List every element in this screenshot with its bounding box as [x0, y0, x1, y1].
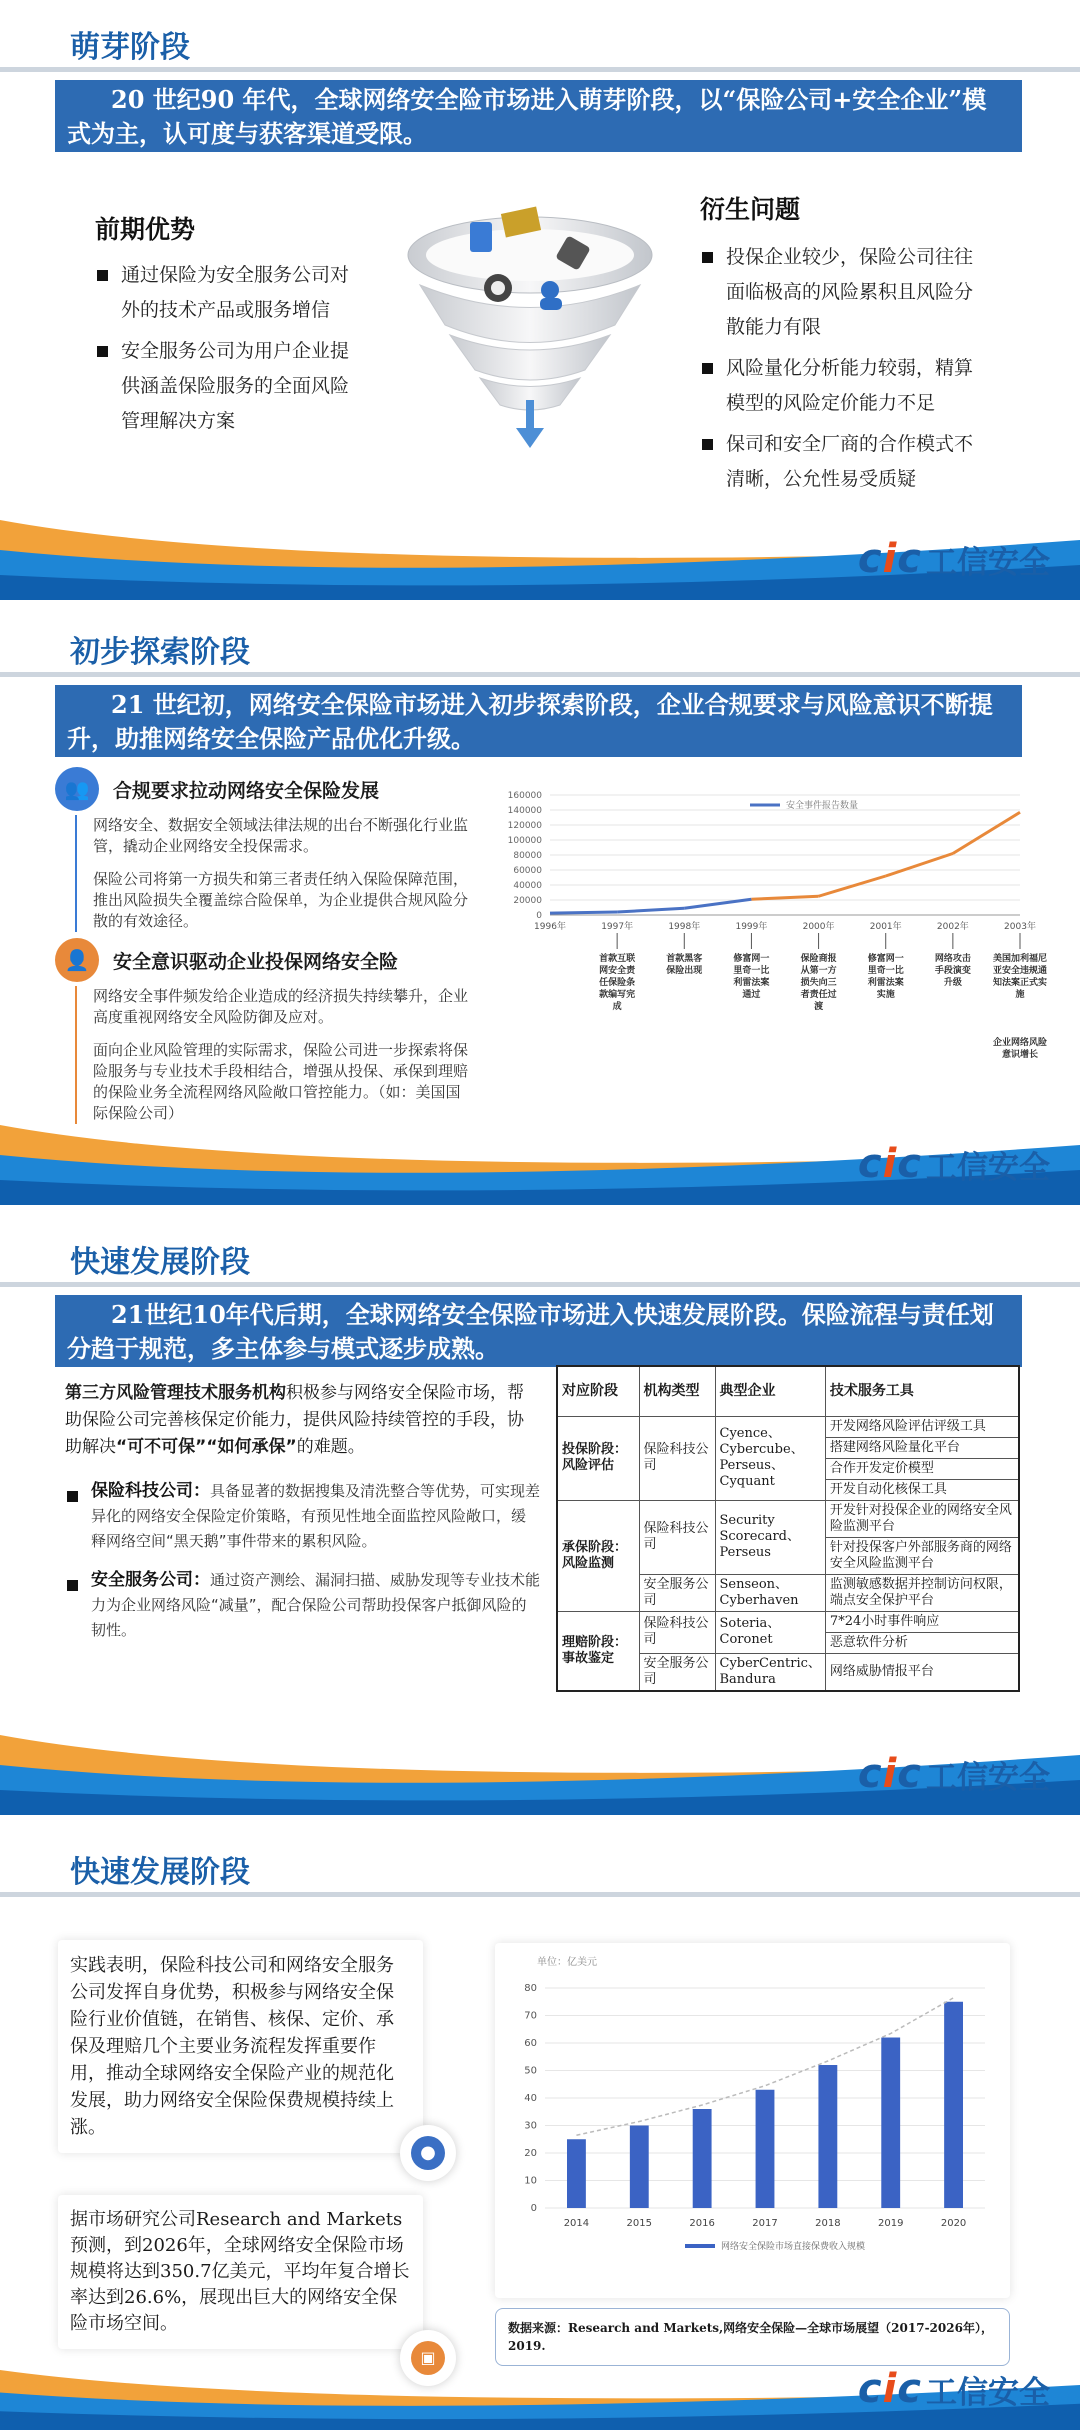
series-segment — [550, 912, 617, 913]
bar — [818, 2065, 837, 2208]
section2-heading: 安全意识驱动企业投保网络安全险 — [113, 950, 399, 973]
intro-text: 积极参与网络安全保险市场，帮助保险公司完善核保定价能力，提供风险持续管控的手段，协助解决 — [65, 1383, 524, 1457]
y-tick-label: 80000 — [513, 851, 542, 861]
header-cell: 对应阶段 — [557, 1366, 639, 1416]
timeline-note: 首款互联 — [599, 954, 636, 964]
x-tick-label: 2002年 — [936, 922, 969, 932]
section2-p1: 网络安全事件频发给企业造成的经济损失持续攀升，企业高度重视网络安全风险防御及应对。 — [93, 987, 469, 1026]
forecast-card — [58, 2195, 423, 2349]
timeline-note: 渡 — [814, 1002, 824, 1012]
timeline-note: 知法案正式实 — [992, 978, 1048, 988]
role-text: 具备显著的数据搜集及清洗整合等优势，可实现差异化的网络安全保险定价策略，有预见性地全面监控风险敞口，缓释网络空间“黑天鹅”事件带来的累积风险。 — [91, 1482, 541, 1550]
timeline-note: 利雷法案 — [867, 978, 904, 988]
role-label: 保险科技公司： — [91, 1481, 210, 1501]
bar-chart-card — [495, 1943, 1010, 2298]
type-cell: 保险科技公司 — [639, 1416, 715, 1500]
x-tick-label: 2016 — [689, 2218, 715, 2229]
timeline-note: 利雷法案 — [733, 978, 770, 988]
slide-exploration — [0, 605, 1080, 1205]
section1-body — [75, 815, 475, 932]
firm-cell: Security Scorecard、Perseus — [715, 1500, 825, 1574]
y-tick-label: 60000 — [513, 866, 542, 876]
table-header-row — [557, 1366, 1019, 1416]
clipboard-icon — [470, 222, 492, 252]
right-heading: 衍生问题 — [700, 195, 801, 224]
stage-cell: 投保阶段：风险评估 — [557, 1416, 639, 1500]
left-list — [95, 258, 365, 439]
firm-cell: CyberCentric、Bandura — [715, 1653, 825, 1691]
bar — [756, 2090, 775, 2208]
left-panel — [95, 210, 365, 439]
brand-logo — [858, 1751, 1050, 1797]
y-tick-label: 140000 — [507, 806, 542, 816]
stage-cell: 承保阶段：风险监测 — [557, 1500, 639, 1611]
timeline-note: 首款黑客 — [666, 954, 703, 964]
tool-cell: 开发网络风险评估评级工具 — [825, 1416, 1019, 1437]
series-segment — [953, 812, 1020, 853]
firm-cell: Cyence、Cybercube、Perseus、Cyquant — [715, 1416, 825, 1500]
bar — [881, 2038, 900, 2209]
banner-text: 21世纪10年代后期，全球网络安全保险市场进入快速发展阶段。保险流程与责任划分趋于规范，多主体参与模式逐步成熟。 — [55, 1295, 1022, 1367]
x-tick-label: 1997年 — [601, 922, 634, 932]
section2-p2: 面向企业风险管理的实际需求，保险公司进一步探索将保险服务与专业技术手段相结合，增强从投保、承保到理赔的保险业务全流程网络风险敞口管控能力。（如：美国国际保险公司） — [93, 1041, 469, 1122]
timeline-note: 保险商报 — [800, 954, 837, 964]
series-segment — [617, 908, 684, 912]
slide-sprouting — [0, 0, 1080, 600]
y-tick-label: 70 — [524, 2010, 537, 2022]
logo-name: 工信安全 — [926, 2374, 1050, 2411]
timeline-note: 美国加利福尼 — [992, 954, 1048, 964]
slide-market-growth — [0, 1825, 1080, 2430]
timeline-note: 修富网一 — [867, 954, 904, 964]
people-icon: 👥 — [55, 767, 99, 811]
y-tick-label: 40 — [524, 2093, 537, 2104]
y-tick-label: 20 — [524, 2148, 537, 2159]
timeline-note: 网络攻击 — [934, 954, 971, 964]
y-tick-label: 40000 — [513, 881, 542, 891]
person-icon: 👤 — [55, 938, 99, 982]
divider — [0, 1892, 1080, 1897]
y-tick-label: 50 — [524, 2065, 537, 2077]
y-tick-label: 120000 — [507, 821, 542, 831]
source-note: 数据来源：Research and Markets,网络安全保险—全球市场展望（2017-2026年），2019. — [495, 2308, 1010, 2366]
slide-title: 初步探索阶段 — [70, 635, 250, 670]
timeline-note: 网安全责 — [599, 966, 636, 976]
intro-quote: “可不可保”“如何承保” — [116, 1437, 297, 1457]
firm-cell: Senseon、Cyberhaven — [715, 1574, 825, 1611]
logo-name: 工信安全 — [926, 544, 1050, 581]
list-item: 安全服务公司为用户企业提供涵盖保险服务的全面风险管理解决方案 — [95, 334, 365, 439]
banner-text: 20 世纪90 年代，全球网络安全险市场进入萌芽阶段，以“保险公司+安全企业”模式为主，认可度与获客渠道受限。 — [55, 80, 1022, 152]
timeline-note: 保险出现 — [666, 966, 703, 976]
intro-end: 的难题。 — [296, 1437, 365, 1457]
slide-rapid-growth — [0, 1215, 1080, 1815]
table-row — [557, 1416, 1019, 1437]
intro-paragraph — [65, 1380, 540, 1461]
logo-mark: cic — [857, 1141, 922, 1187]
right-list — [700, 240, 990, 497]
brand-logo — [858, 2366, 1050, 2412]
list-item: 保司和安全厂商的合作模式不清晰，公允性易受质疑 — [700, 427, 990, 497]
role-item — [65, 1479, 540, 1554]
brand-logo — [858, 536, 1050, 582]
series-segment — [684, 899, 751, 908]
timeline-note: 成 — [612, 1002, 622, 1012]
timeline-note-extra: 意识增长 — [1001, 1050, 1039, 1060]
legend-label: 安全事件报告数量 — [786, 801, 859, 811]
stage-cell: 理赔阶段：事故鉴定 — [557, 1611, 639, 1691]
banner-text: 21 世纪初，网络安全保险市场进入初步探索阶段，企业合规要求与风险意识不断提升，助推网络安全保险产品优化升级。 — [55, 685, 1022, 757]
x-tick-label: 2017 — [752, 2218, 778, 2229]
timeline-note: 修富网一 — [733, 954, 770, 964]
list-item: 投保企业较少，保险公司往往面临极高的风险累积且风险分散能力有限 — [700, 240, 990, 345]
bar — [693, 2109, 712, 2208]
forecast-text: 据市场研究公司Research and Markets预测，到2026年，全球网络安全保险市场规模将达到350.7亿美元，平均年复合增长率达到26.6%，展现出巨大的网络安全保险市场空间。 — [70, 2209, 410, 2334]
y-tick-label: 160000 — [507, 791, 542, 801]
left-column — [65, 1380, 540, 1643]
tool-cell: 开发自动化核保工具 — [825, 1479, 1019, 1500]
y-tick-label: 0 — [530, 2203, 537, 2214]
tool-cell: 监测敏感数据并控制访问权限，端点安全保护平台 — [825, 1574, 1019, 1611]
tool-cell: 恶意软件分析 — [825, 1632, 1019, 1653]
divider — [0, 672, 1080, 677]
type-cell: 安全服务公司 — [639, 1574, 715, 1611]
tool-cell: 7*24小时事件响应 — [825, 1611, 1019, 1632]
practice-text: 实践表明，保险科技公司和网络安全服务公司发挥自身优势，积极参与网络安全保险行业价值链，在销售、核保、定价、承保及理赔几个主要业务流程发挥重要作用，推动全球网络安全保险产业的规范化发展，助力网络安全保险保费规模持续上涨。 — [70, 1955, 394, 2138]
practice-card — [58, 1940, 423, 2153]
slide-title: 萌芽阶段 — [70, 30, 190, 65]
type-cell: 保险科技公司 — [639, 1500, 715, 1574]
x-tick-label: 2020 — [940, 2218, 967, 2229]
x-tick-label: 2003年 — [1004, 922, 1036, 932]
section1-p1: 网络安全、数据安全领域法律法规的出台不断强化行业监管，撬动企业网络安全投保需求。 — [93, 816, 469, 855]
y-tick-label: 80 — [524, 1983, 537, 1994]
list-item: 风险量化分析能力较弱，精算模型的风险定价能力不足 — [700, 351, 990, 421]
tool-cell: 网络威胁情报平台 — [825, 1653, 1019, 1691]
x-tick-label: 1998年 — [668, 922, 701, 932]
type-cell: 安全服务公司 — [639, 1653, 715, 1691]
x-tick-label: 2000年 — [802, 922, 835, 932]
y-tick-label: 100000 — [507, 836, 542, 846]
y-tick-label: 20000 — [513, 896, 542, 906]
timeline-note: 里奇一比 — [733, 966, 770, 976]
y-tick-label: 0 — [536, 911, 542, 921]
tool-cell: 合作开发定价模型 — [825, 1458, 1019, 1479]
y-tick-label: 60 — [524, 2038, 537, 2049]
funnel-graphic — [400, 200, 660, 460]
intro-bold: 第三方风险管理技术服务机构 — [65, 1383, 286, 1403]
logo-mark: cic — [857, 536, 922, 582]
brand-logo — [858, 1141, 1050, 1187]
role-item — [65, 1568, 540, 1643]
section1-header — [55, 767, 475, 811]
slide-title: 快速发展阶段 — [70, 1855, 250, 1890]
section1-heading: 合规要求拉动网络安全保险发展 — [113, 779, 380, 802]
y-tick-label: 10 — [524, 2175, 537, 2187]
x-tick-label: 2015 — [626, 2218, 653, 2229]
role-text: 通过资产测绘、漏洞扫描、威胁发现等专业技术能力为企业网络风险“减量”，配合保险公司帮助投保客户抵御风险的韧性。 — [91, 1571, 541, 1639]
unit-label: 单位：亿美元 — [537, 1957, 597, 1968]
table-row — [557, 1611, 1019, 1632]
timeline-note: 款编写完 — [599, 990, 636, 1000]
right-panel — [700, 190, 990, 497]
legend-label: 网络安全保险市场直接保费收入规模 — [721, 2242, 866, 2252]
y-tick-label: 30 — [524, 2120, 537, 2132]
incident-line-chart — [480, 775, 1060, 1075]
section2-header — [55, 938, 475, 982]
divider — [0, 1282, 1080, 1287]
logo-mark: cic — [857, 1751, 922, 1797]
bar — [567, 2139, 586, 2208]
header-cell: 机构类型 — [639, 1366, 715, 1416]
location-icon: ● — [400, 2125, 456, 2181]
tool-cell: 针对投保客户外部服务商的网络安全风险监测平台 — [825, 1537, 1019, 1574]
x-tick-label: 2019 — [877, 2218, 904, 2229]
timeline-note: 通过 — [742, 990, 761, 1000]
timeline-note: 升级 — [943, 978, 962, 988]
user-icon — [541, 281, 559, 299]
x-tick-label: 1996年 — [534, 922, 566, 932]
series-segment — [886, 854, 953, 877]
header-cell: 典型企业 — [715, 1366, 825, 1416]
type-cell: 保险科技公司 — [639, 1611, 715, 1653]
role-list — [65, 1479, 540, 1643]
timeline-note: 里奇一比 — [867, 966, 904, 976]
bar — [944, 2002, 963, 2208]
x-tick-label: 2014 — [563, 2218, 590, 2229]
logo-name: 工信安全 — [926, 1149, 1050, 1186]
tool-cell: 开发针对投保企业的网络安全风险监测平台 — [825, 1500, 1019, 1537]
x-tick-label: 2001年 — [869, 922, 902, 932]
bar — [630, 2126, 649, 2209]
header-cell: 技术服务工具 — [825, 1366, 1019, 1416]
timeline-note: 实施 — [876, 990, 895, 1000]
timeline-note-extra: 企业网络风险 — [992, 1038, 1048, 1048]
section1-p2: 保险公司将第一方损失和第三者责任纳入保险保障范围，推出风险损失全覆盖综合险保单，为企业提供合规风险分散的有效途径。 — [93, 870, 469, 930]
printer-icon: ▣ — [400, 2330, 456, 2386]
series-segment — [751, 896, 818, 899]
x-tick-label: 2018 — [815, 2218, 841, 2229]
firm-cell: Soteria、Coronet — [715, 1611, 825, 1653]
slide-title: 快速发展阶段 — [70, 1245, 250, 1280]
logo-name: 工信安全 — [926, 1759, 1050, 1796]
service-table — [556, 1365, 1020, 1692]
timeline-note: 施 — [1015, 990, 1025, 1000]
premium-bar-chart — [495, 1943, 1010, 2298]
x-tick-label: 1999年 — [735, 922, 768, 932]
role-label: 安全服务公司： — [91, 1570, 210, 1590]
table-row — [557, 1500, 1019, 1537]
left-column — [55, 767, 475, 1124]
logo-mark: cic — [857, 2366, 922, 2412]
series-segment — [819, 876, 886, 896]
divider — [0, 67, 1080, 72]
tool-cell: 搭建网络风险量化平台 — [825, 1437, 1019, 1458]
list-item: 通过保险为安全服务公司对外的技术产品或服务增信 — [95, 258, 365, 328]
timeline-note: 亚安全违规通 — [992, 966, 1048, 976]
timeline-note: 损失向三 — [800, 978, 837, 988]
timeline-note: 任保险条 — [599, 978, 636, 988]
left-heading: 前期优势 — [95, 215, 196, 244]
timeline-note: 者责任过 — [800, 990, 837, 1000]
timeline-note: 从第一方 — [800, 966, 837, 976]
timeline-note: 手段演变 — [934, 966, 971, 976]
